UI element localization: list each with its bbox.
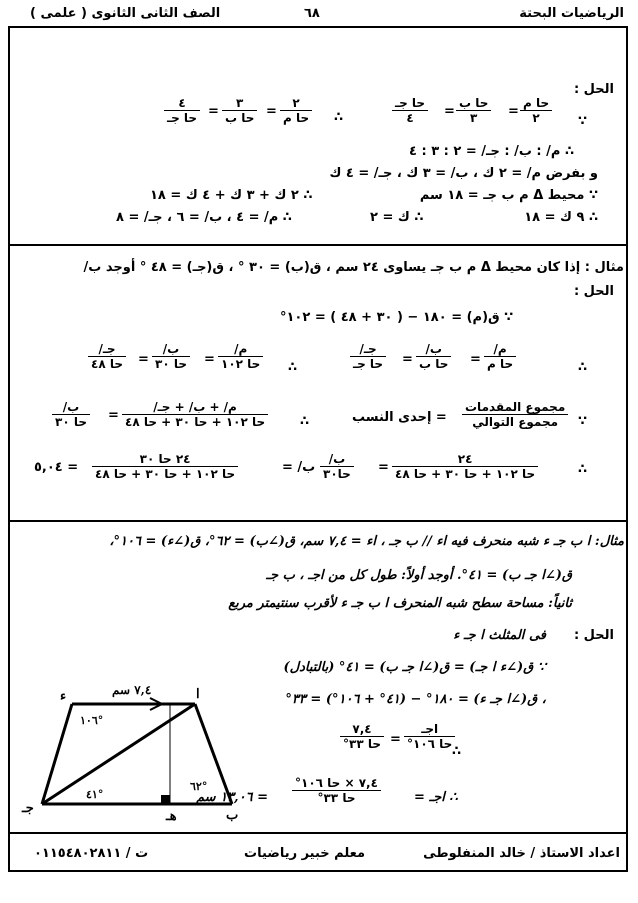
angle-a-line: ∵ ق(م) = ١٨٠ − ( ٣٠ + ٤٨ ) = ١٠٢° — [280, 310, 514, 325]
ratio-fraction: ٣ حا ب — [222, 96, 257, 125]
diagonal-ac — [42, 704, 195, 804]
solution-label-3: الحل : — [573, 628, 614, 643]
value-fraction: ٢٤ حا ٣٠ حا ١٠٢ + حا ٣٠ + حا ٤٨ — [92, 452, 238, 481]
example-3-statement: مثال: ا ب جـ ء شبه منحرف فيه اء // ب جـ ، اء = ٧,٤ سم، ق(∠ب) = ٦٢°، ق(∠ء) = ١٠٦°، — [109, 534, 624, 549]
b-result: = ٥,٠٤ — [34, 460, 79, 475]
ratio-fraction: حا م ٢ — [520, 96, 552, 125]
page-number: ٦٨ — [304, 6, 320, 21]
therefore-symbol: ∴ — [578, 462, 588, 477]
divider — [10, 520, 626, 522]
proportion-rule-eq: = إحدى النسب — [352, 410, 447, 425]
angle-b-label: ٦٢° — [190, 780, 208, 793]
triangle-heading: فى المثلث ا جـ ء — [453, 628, 546, 643]
sine-rule-fraction: ب/ حا ٣٠ — [152, 342, 190, 371]
b-fraction: ب/ حا ٣٠ — [52, 400, 90, 429]
sine-rule-fraction: م/ حا م — [484, 342, 516, 371]
vertex-b: ب — [226, 808, 239, 823]
value-fraction: ٢٤ حا ١٠٢ + حا ٣٠ + حا ٤٨ — [392, 452, 538, 481]
worksheet-page: الرياضيات البحتة ٦٨ الصف الثانى الثانوى ( علمى ) الحل : ∵ حا م ٢ = حا ب ٣ = حا جـ ٤ ∴ ٢ حا م = ٣ حا ب = ٤ حا جـ ∴ م/ : ب/ : جـ/ = ٢ : ٣ : ٤ و بفرض م/ = ٢ ك ، ب/ = ٣ ك ، جـ/ = ٤ ك ∵ محيط Δ م ب جـ = ١٨ سم ∴ ٢ ك + ٣ ك + ٤ ك = ١٨ ∴ ٩ ك = ١٨ ∴ ك = ٢ ∴ م/ = ٤ ، ب/ = ٦ ، جـ/ = ٨ مثال : إذا كان محيط Δ م ب جـ يساوى ٢٤ سم ، ق(ب) = ٣٠ ° ، ق(جـ) = ٤٨ ° أوجد ب/ الحل : ∵ ق(م) = ١٨٠ − ( ٣٠ + ٤٨ ) = ١٠٢° ∴ م/ حا م = ب/ حا ب = جـ/ حا جـ ∴ م/ حا ١٠٢ = ب/ حا ٣٠ = جـ/ حا ٤٨ ∵ مجموع المقدمات مجموع التوالي = إحدى النسب ∴ م/ + ب/ + جـ/ حا ١٠٢ + حا ٣٠ + حا ٤٨ = ب/ حا ٣٠ ∴ ٢٤ حا ١٠٢ + حا ٣٠ + حا ٤٨ = ب/ حا٣٠ ب/ = ٢٤ حا ٣٠ حا ١٠٢ + حا ٣٠ + حا ٤٨ = ٥,٠٤ مثال: ا ب جـ ء شبه منحرف فيه اء // ب جـ ، اء = ٧,٤ سم، ق(∠ب) = ٦٢°، ق(∠ء) = ١٠٦°، ق(∠ا جـ ب) = ٤١°. أوجد أولاً: طول كل من اجـ ، ب جـ ثانياً: مساحة سطح شبه المنحرف ا ب جـ ء لأقرب سنتيمتر مربع الحل : فى المثلث ا جـ ء ∵ ق(∠ء ا جـ) = ق(∠ا جـ ب) = ٤١° (بالتبادل) ، ق(∠ا جـ ء) = ١٨٠° − (٤١° + ١٠٦°) = ٣٣° ∴ اجـ حا ١٠٦° = ٧,٤ حا ٣٣° ∴ اجـ = ٧,٤ × حا ١٠٦° حا ٣٣° = ١٣,٠٦ سم ء ا جـ ب هـ ٧,٤ سم ١٠٦° ٤١° ٦٢° اعداد الاستاذ / خالد المنفلوطى معلم خبير رياضيات ت / ٠١١٥٤٨٠٢٨١١ — [0, 0, 638, 903]
sine-rule-fraction: ب/ حا ب — [416, 342, 451, 371]
vertex-d: ء — [60, 689, 67, 704]
therefore-symbol: ∴ — [578, 360, 588, 375]
solution-label-2: الحل : — [573, 284, 614, 299]
side-length-label: ٧,٤ سم — [112, 683, 152, 697]
therefore-symbol: ∴ — [334, 110, 344, 125]
ratio-fraction: حا جـ ٤ — [392, 96, 428, 125]
since-symbol: ∵ — [578, 114, 588, 129]
sine-rule-fraction: جـ/ حا جـ — [350, 342, 386, 371]
sine-rule-fraction: ٧,٤ حا ٣٣° — [340, 722, 384, 751]
ratio-fraction: ٤ حا جـ — [164, 96, 200, 125]
divider — [10, 832, 626, 834]
vertex-c: جـ — [22, 801, 34, 816]
example-2-statement: مثال : إذا كان محيط Δ م ب جـ يساوى ٢٤ سم ، ق(ب) = ٣٠ ° ، ق(جـ) = ٤٨ ° أوجد ب/ — [83, 260, 624, 275]
angle-c-label: ٤١° — [86, 788, 104, 801]
sine-rule-fraction: جـ/ حا ٤٨ — [88, 342, 126, 371]
ratio-fraction: حا ب ٣ — [456, 96, 491, 125]
author-name: اعداد الاستاذ / خالد المنفلوطى — [423, 846, 620, 861]
subject-title: الرياضيات البحتة — [519, 6, 624, 21]
sine-rule-fraction: اجـ حا ١٠٦° — [404, 722, 455, 751]
trapezoid-figure — [20, 664, 240, 824]
alternate-angles-line: ∵ ق(∠ء ا جـ) = ق(∠ا جـ ب) = ٤١° (بالتبادل) — [283, 660, 546, 675]
sine-rule-fraction: م/ حا ١٠٢ — [218, 342, 263, 371]
b-label: ب/ = — [282, 460, 316, 475]
since-symbol: ∵ — [578, 414, 588, 429]
example-3-statement-3: ثانياً: مساحة سطح شبه المنحرف ا ب جـ ء لأقرب سنتيمتر مربع — [228, 596, 572, 611]
perimeter-line: ∵ محيط Δ م ب جـ = ١٨ سم — [419, 188, 598, 203]
sum-line: ∴ ٢ ك + ٣ ك + ٤ ك = ١٨ — [150, 188, 313, 203]
ratio-fraction: ٢ حا م — [280, 96, 312, 125]
phone-number: ت / ٠١١٥٤٨٠٢٨١١ — [34, 846, 149, 861]
solution-label-1: الحل : — [573, 82, 614, 97]
example-3-statement-2: ق(∠ا جـ ب) = ٤١°. أوجد أولاً: طول كل من اجـ ، ب جـ — [266, 568, 572, 583]
right-angle-mark — [161, 795, 170, 804]
therefore-symbol: ∴ — [300, 414, 310, 429]
author-title: معلم خبير رياضيات — [244, 846, 366, 861]
divider — [10, 244, 626, 246]
sum-fraction: م/ + ب/ + جـ/ حا ١٠٢ + حا ٣٠ + حا ٤٨ — [122, 400, 268, 429]
sides-result: ∴ م/ = ٤ ، ب/ = ٦ ، جـ/ = ٨ — [116, 210, 292, 225]
vertex-h: هـ — [166, 809, 177, 824]
assumption-line: و بفرض م/ = ٢ ك ، ب/ = ٣ ك ، جـ/ = ٤ ك — [329, 166, 598, 181]
ratio-line: ∴ م/ : ب/ : جـ/ = ٢ : ٣ : ٤ — [408, 144, 574, 159]
b-fraction: ب/ حا٣٠ — [320, 452, 354, 481]
angle-d-label: ١٠٦° — [80, 714, 104, 727]
therefore-symbol: ∴ — [288, 360, 298, 375]
k-value: ∴ ك = ٢ — [370, 210, 424, 225]
therefore-symbol: ∴ — [452, 744, 462, 759]
angle-acd-line: ، ق(∠ا جـ ء) = ١٨٠° − (٤١° + ١٠٦°) = ٣٣° — [285, 692, 546, 707]
grade-title: الصف الثانى الثانوى ( علمى ) — [30, 6, 221, 21]
k-equation: ∴ ٩ ك = ١٨ — [524, 210, 598, 225]
ac-result: = ١٣,٠٦ سم — [196, 790, 268, 805]
vertex-a: ا — [196, 687, 200, 702]
ac-fraction: ٧,٤ × حا ١٠٦° حا ٣٣° — [292, 776, 381, 805]
proportion-rule: مجموع المقدمات مجموع التوالي — [462, 400, 568, 429]
ac-label: ∴ اجـ = — [414, 790, 458, 805]
